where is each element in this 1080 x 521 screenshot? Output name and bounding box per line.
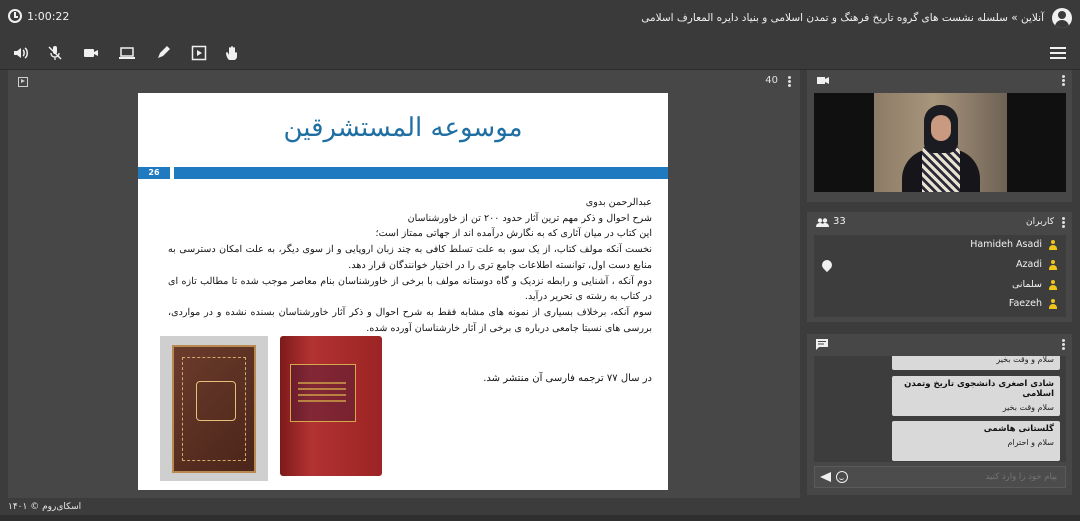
message-sender: شادی اصغری دانشجوی تاریخ وتمدن اسلامی [904, 379, 1054, 399]
slide-paragraph: نخست آنکه مولف کتاب، از یک سو، به علت تسلط کافی به چند زبان اروپایی و از سوی دیگر، به علت امکان دسترسی به منابع دست اول، توانسته اطلاعات جامع تری را در اختیار خوانندگان قرار دهد. [168, 244, 652, 271]
book-cover-image-brown [160, 336, 268, 481]
chat-message [892, 356, 1060, 370]
footer [0, 498, 1080, 521]
camera-icon [817, 76, 829, 85]
chat-messages [814, 356, 1066, 462]
send-icon[interactable] [820, 472, 831, 482]
user-item[interactable] [1016, 259, 1058, 270]
clock-icon [8, 9, 22, 23]
speaker-icon[interactable] [12, 44, 30, 62]
video-panel-header [807, 70, 1072, 90]
person-icon [1048, 240, 1058, 250]
chat-panel-header [807, 334, 1072, 354]
webcam-image [874, 93, 1007, 192]
users-options-icon[interactable] [1062, 217, 1065, 228]
timer-text: 1:00:22 [27, 9, 70, 23]
chat-message [892, 421, 1060, 461]
toolbar [0, 36, 1080, 70]
top-bar [0, 0, 1080, 36]
mic-muted-icon[interactable] [46, 44, 64, 62]
slide-title: موسوعه المستشرقین [283, 113, 523, 143]
session-title [641, 8, 1072, 28]
chat-message [892, 376, 1060, 416]
person-icon [1048, 299, 1058, 309]
slide-body [168, 195, 652, 336]
book-cover-image-red [280, 336, 382, 476]
pin-icon[interactable] [820, 258, 834, 272]
presentation-options-icon[interactable] [788, 76, 791, 87]
hand-icon[interactable] [224, 44, 242, 62]
slide-paragraph: عبدالرحمن بدوی [585, 197, 652, 208]
menu-icon[interactable] [1050, 47, 1066, 59]
slide-paragraph: دوم آنکه ، آشنایی و رابطه نزدیک و گاه دوستانه مولف با برخی از خاورشناسان بنام معاصر موجب شده تا مطالب تازه ای در کتاب به رشته ی تحریر درآید. [168, 275, 652, 303]
user-name: سلمانی [1011, 279, 1042, 290]
presentation-panel [8, 70, 800, 498]
chat-options-icon[interactable] [1062, 339, 1065, 350]
slide-note: در سال ۷۷ ترجمه فارسی آن منتشر شد. [483, 373, 652, 384]
users-panel [807, 212, 1072, 322]
user-name: Faezeh [1008, 298, 1042, 309]
play-icon[interactable] [190, 44, 208, 62]
user-item[interactable] [1012, 279, 1058, 290]
account-icon[interactable] [1052, 8, 1072, 28]
presentation-icon[interactable] [18, 77, 28, 87]
message-text: سلام وقت بخیر [1002, 403, 1054, 412]
users-panel-header [807, 212, 1072, 232]
user-item[interactable] [1009, 298, 1058, 309]
users-title: کاربران [1026, 217, 1054, 227]
slide-paragraph: شرح احوال و ذکر مهم ترین آثار حدود ۲۰۰ تن از خاورشناسان [407, 212, 652, 224]
chat-icon [816, 339, 828, 350]
person-icon [1048, 260, 1058, 270]
chat-input-bar [814, 466, 1066, 488]
person-icon [1048, 280, 1058, 290]
session-timer [8, 9, 69, 23]
video-options-icon[interactable] [1062, 75, 1065, 86]
footer-bar [0, 515, 1080, 521]
message-sender: گلستانی هاشمی [983, 424, 1054, 434]
message-text: سلام و وقت بخیر [996, 356, 1054, 364]
chat-panel [807, 334, 1072, 495]
users-icon [816, 218, 829, 227]
screen-share-icon[interactable] [118, 44, 136, 62]
users-list [814, 235, 1066, 317]
video-feed [814, 93, 1066, 192]
slide-number: 26 [138, 167, 170, 179]
user-name: Azadi [1016, 259, 1042, 270]
users-count: 33 [833, 216, 846, 227]
video-panel [807, 70, 1072, 202]
user-name: Hamideh Asadi [970, 239, 1042, 250]
page-number: 40 [765, 75, 778, 86]
session-title-text: آنلاین » سلسله نشست های گروه تاریخ فرهنگ و تمدن اسلامی و بنیاد دایره المعارف اسلامی [641, 12, 1044, 24]
slide-paragraph: سوم آنکه، برخلاف بسیاری از نمونه های مشابه فقط به شرح احوال و ذکر آثار خاورشناسان بسنده نشده و در مواردی، بررسی های نسبتا جامعی درباره ی برخی از آثار خارشناسان آورده شده. [168, 306, 652, 334]
user-item[interactable] [970, 239, 1058, 250]
chat-input[interactable] [855, 469, 1057, 485]
slide-divider-bar [174, 167, 668, 179]
footer-brand: اسکای‌روم © ۱۴۰۱ [8, 502, 82, 512]
message-text: سلام و احترام [1007, 438, 1054, 447]
pen-icon[interactable] [154, 44, 172, 62]
camera-icon[interactable] [82, 44, 100, 62]
slide [138, 93, 668, 490]
emoji-icon[interactable] [836, 471, 848, 483]
slide-paragraph: این کتاب در میان آثاری که به نگارش درآمده اند از جهاتی ممتاز است؛ [375, 228, 652, 240]
